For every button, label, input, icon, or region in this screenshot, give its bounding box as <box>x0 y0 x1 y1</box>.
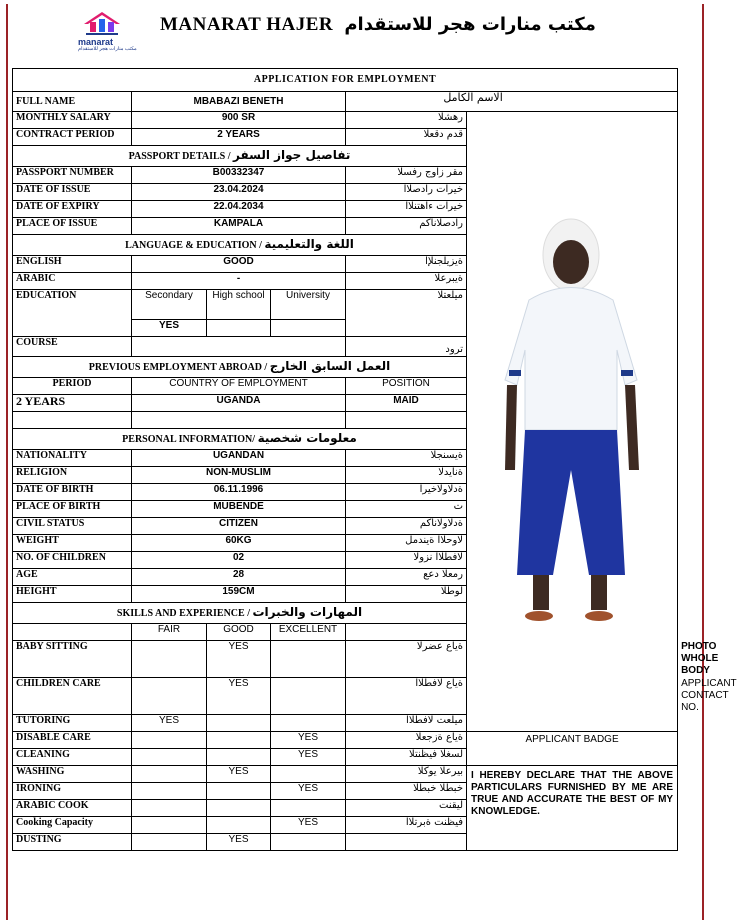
passport-section-header <box>13 146 467 167</box>
skill-excellent: YES <box>271 749 346 766</box>
skill-excellent <box>271 766 346 783</box>
passport-section-title: PASSPORT DETAILS / <box>128 151 231 162</box>
title-english: MANARAT HAJER <box>160 14 334 35</box>
nationality-label-ar: ةيسنجلا <box>346 450 467 467</box>
skill-good <box>207 732 271 749</box>
employment-empty-cell <box>346 412 467 429</box>
skill-label-ar: فيظنت ةبرتلاا <box>346 817 467 834</box>
expiry-date-value: 22.04.2034 <box>132 201 346 218</box>
age-label-ar: رمعلا دعع <box>346 569 467 586</box>
age-label: AGE <box>13 569 132 586</box>
skill-fair <box>132 641 207 678</box>
skill-fair <box>132 749 207 766</box>
english-value: GOOD <box>132 256 346 273</box>
contract-label-ar: قدم دقعلا <box>346 129 467 146</box>
skill-label: ARABIC COOK <box>13 800 132 817</box>
skill-fair <box>132 732 207 749</box>
page-title <box>160 14 596 36</box>
birth-place-label: PLACE OF BIRTH <box>13 501 132 518</box>
education-high-school: High school <box>207 290 271 320</box>
employment-country: UGANDA <box>132 395 346 412</box>
age-value: 28 <box>132 569 346 586</box>
employment-header-position: POSITION <box>346 378 467 395</box>
salary-label: MONTHLY SALARY <box>13 112 132 129</box>
education-university-mark <box>271 320 346 337</box>
skill-label: CLEANING <box>13 749 132 766</box>
weight-label-ar: لاوحلاا ةيندمل <box>346 535 467 552</box>
personal-section-title: PERSONAL INFORMATION/ <box>122 434 256 445</box>
language-section-title: LANGUAGE & EDUCATION / <box>125 240 262 251</box>
salary-label-ar: رهشلا <box>346 112 467 129</box>
personal-section-title-ar: معلومات شخصية <box>257 431 357 445</box>
height-label-ar: لوطلا <box>346 586 467 603</box>
language-section-title-ar: اللغة والتعليمية <box>264 237 354 251</box>
arabic-label: ARABIC <box>13 273 132 290</box>
skills-header-fair: FAIR <box>132 624 207 641</box>
skills-section-header <box>13 603 467 624</box>
issue-place-value: KAMPALA <box>132 218 346 235</box>
skill-good: YES <box>207 641 271 678</box>
skill-label: DUSTING <box>13 834 132 851</box>
skill-label-ar: خبطلا خبطلا <box>346 783 467 800</box>
skill-label: IRONING <box>13 783 132 800</box>
course-label: COURSE <box>13 337 132 357</box>
birth-date-value: 06.11.1996 <box>132 484 346 501</box>
employment-empty-cell <box>132 412 346 429</box>
skill-label-ar: ميلعت لافطلاا <box>346 715 467 732</box>
skill-good <box>207 783 271 800</box>
education-label: EDUCATION <box>13 290 132 337</box>
skill-good: YES <box>207 678 271 715</box>
issue-place-label: PLACE OF ISSUE <box>13 218 132 235</box>
birth-place-value: MUBENDE <box>132 501 346 518</box>
nationality-value: UGANDAN <box>132 450 346 467</box>
civil-status-label-ar: ةدلاولاناكم <box>346 518 467 535</box>
skill-label-ar: بيرعلا يوكلا <box>346 766 467 783</box>
civil-status-label: CIVIL STATUS <box>13 518 132 535</box>
children-count-label: NO. OF CHILDREN <box>13 552 132 569</box>
passport-number-value: B00332347 <box>132 167 346 184</box>
logo-subtext: مكتب منارات هجر للاستقدام <box>78 46 137 52</box>
skill-good <box>207 817 271 834</box>
skill-excellent <box>271 678 346 715</box>
skill-good <box>207 800 271 817</box>
skill-label-ar: لسغلا فيظنتلا <box>346 749 467 766</box>
employment-section-title-ar: العمل السابق الخارج <box>269 359 391 373</box>
skill-fair <box>132 783 207 800</box>
skill-label-ar: ةياع لافطلاا <box>346 678 467 715</box>
full-name-label: FULL NAME <box>13 92 132 112</box>
skill-row <box>13 766 678 783</box>
children-count-label-ar: لافطلاا نزولا <box>346 552 467 569</box>
applicant-photo-figure <box>467 180 676 660</box>
employment-header-period: PERIOD <box>13 378 132 395</box>
employment-section-title: PREVIOUS EMPLOYMENT ABROAD / <box>88 362 268 373</box>
language-section-header <box>13 235 467 256</box>
arabic-value: - <box>132 273 346 290</box>
salary-value: 900 SR <box>132 112 346 129</box>
logo-text: manarat <box>78 37 114 47</box>
skill-label: BABY SITTING <box>13 641 132 678</box>
skill-excellent: YES <box>271 732 346 749</box>
skill-fair: YES <box>132 715 207 732</box>
english-label-ar: ةيزيلجنلإا <box>346 256 467 273</box>
education-secondary-mark: YES <box>132 320 207 337</box>
education-label-ar: ميلعتلا <box>346 290 467 337</box>
expiry-date-label: DATE OF EXPIRY <box>13 201 132 218</box>
skill-fair <box>132 678 207 715</box>
education-secondary: Secondary <box>132 290 207 320</box>
skill-good <box>207 749 271 766</box>
skill-label-ar: ةياع ةزجعلا <box>346 732 467 749</box>
height-value: 159CM <box>132 586 346 603</box>
skill-row <box>13 732 678 749</box>
expiry-date-label-ar: خيرات ءاهتنلاا <box>346 201 467 218</box>
height-label: HEIGHT <box>13 586 132 603</box>
skill-excellent <box>271 834 346 851</box>
skills-header-excellent: EXCELLENT <box>271 624 346 641</box>
skill-label: CHILDREN CARE <box>13 678 132 715</box>
birth-date-label: DATE OF BIRTH <box>13 484 132 501</box>
skill-row: BABY SITTING YES ةياع عضرلا PHOTO WHOLE BODY <box>13 641 678 678</box>
declaration-text: I HEREBY DECLARE THAT THE ABOVE PARTICULARS FURNISHED BY ME ARE TRUE AND ACCURATE THE BEST OF MY KNOWLEDGE. <box>467 766 678 851</box>
issue-date-label-ar: خيرات رادصلاا <box>346 184 467 201</box>
application-form <box>12 68 737 851</box>
skill-fair <box>132 766 207 783</box>
skill-fair <box>132 834 207 851</box>
arabic-label-ar: ةيبرعلا <box>346 273 467 290</box>
issue-date-value: 23.04.2024 <box>132 184 346 201</box>
skill-fair <box>132 800 207 817</box>
passport-number-label: PASSPORT NUMBER <box>13 167 132 184</box>
skill-label: TUTORING <box>13 715 132 732</box>
full-name-value: MBABAZI BENETH <box>132 92 346 112</box>
skills-header-blank <box>346 624 467 641</box>
skill-label: WASHING <box>13 766 132 783</box>
skill-label-ar: ليقنت <box>346 800 467 817</box>
passport-section-title-ar: تفاصيل جواز السفر <box>233 148 351 162</box>
birth-date-label-ar: ةدلاولاخيرا <box>346 484 467 501</box>
course-value <box>132 337 346 357</box>
skill-excellent <box>271 800 346 817</box>
english-label: ENGLISH <box>13 256 132 273</box>
birth-place-label-ar: ت <box>346 501 467 518</box>
skill-label-ar: ةياع عضرلا <box>346 641 467 678</box>
employment-empty-cell <box>13 412 132 429</box>
education-university: University <box>271 290 346 320</box>
skill-label-ar <box>346 834 467 851</box>
skills-header-blank <box>13 624 132 641</box>
course-label-ar: ترود <box>346 337 467 357</box>
issue-place-label-ar: رادصلاناكم <box>346 218 467 235</box>
skills-header-good: GOOD <box>207 624 271 641</box>
civil-status-value: CITIZEN <box>132 518 346 535</box>
employment-header-country: COUNTRY OF EMPLOYMENT <box>132 378 346 395</box>
skill-label: DISABLE CARE <box>13 732 132 749</box>
weight-label: WEIGHT <box>13 535 132 552</box>
skill-label: Cooking Capacity <box>13 817 132 834</box>
skill-excellent <box>271 715 346 732</box>
passport-number-label-ar: مقر زاوج رفسلا <box>346 167 467 184</box>
skill-good: YES <box>207 834 271 851</box>
employment-section-header <box>13 357 467 378</box>
skill-row: CHILDREN CARE YES ةياع لافطلاا APPLICANT CONTACT NO. <box>13 678 678 715</box>
badge-label: APPLICANT BADGE <box>467 732 678 766</box>
religion-label: RELIGION <box>13 467 132 484</box>
skill-excellent <box>271 641 346 678</box>
education-high-school-mark <box>207 320 271 337</box>
employment-position: MAID <box>346 395 467 412</box>
skills-section-title-ar: المهارات والخبرات <box>252 605 363 619</box>
skills-section-title: SKILLS AND EXPERIENCE / <box>116 608 250 619</box>
skill-good <box>207 715 271 732</box>
contract-value: 2 YEARS <box>132 129 346 146</box>
religion-label-ar: ةنايدلا <box>346 467 467 484</box>
weight-value: 60KG <box>132 535 346 552</box>
personal-section-header <box>13 429 467 450</box>
contract-label: CONTRACT PERIOD <box>13 129 132 146</box>
applicant-photo <box>467 112 678 732</box>
skill-good: YES <box>207 766 271 783</box>
religion-value: NON-MUSLIM <box>132 467 346 484</box>
title-arabic: مكتب منارات هجر للاستقدام <box>344 14 596 35</box>
skill-excellent: YES <box>271 783 346 800</box>
nationality-label: NATIONALITY <box>13 450 132 467</box>
issue-date-label: DATE OF ISSUE <box>13 184 132 201</box>
skill-excellent: YES <box>271 817 346 834</box>
full-name-label-ar: الاسم الكامل <box>346 92 678 112</box>
skill-fair <box>132 817 207 834</box>
employment-period: 2 YEARS <box>13 395 132 412</box>
children-count-value: 02 <box>132 552 346 569</box>
form-title: APPLICATION FOR EMPLOYMENT <box>13 69 678 92</box>
